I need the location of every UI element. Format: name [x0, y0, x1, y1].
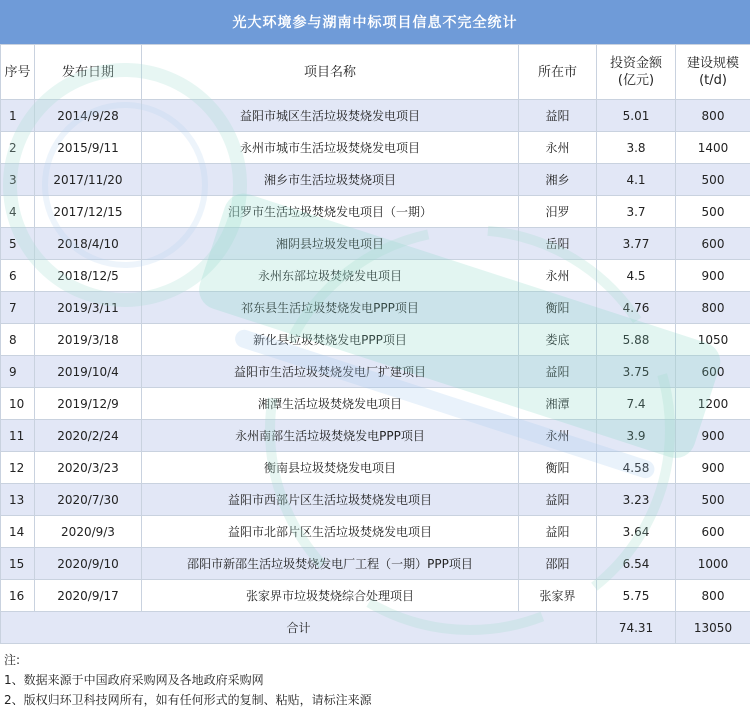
cell-city: 益阳	[519, 516, 597, 548]
cell-invest: 3.64	[597, 516, 676, 548]
cell-name: 新化县垃圾焚烧发电PPP项目	[142, 324, 519, 356]
header-invest-line1: 投资金额	[597, 55, 675, 72]
table-title: 光大环境参与湖南中标项目信息不完全统计	[0, 0, 750, 44]
table-row	[1, 580, 750, 612]
cell-seq: 3	[1, 164, 35, 196]
table-row	[1, 484, 750, 516]
cell-invest: 4.1	[597, 164, 676, 196]
cell-city: 湘乡	[519, 164, 597, 196]
cell-seq: 14	[1, 516, 35, 548]
cell-name: 益阳市北部片区生活垃圾焚烧发电项目	[142, 516, 519, 548]
cell-name: 益阳市城区生活垃圾焚烧发电项目	[142, 100, 519, 132]
cell-date: 2017/12/15	[35, 196, 142, 228]
table-row	[1, 420, 750, 452]
cell-seq: 15	[1, 548, 35, 580]
cell-seq: 4	[1, 196, 35, 228]
cell-invest: 3.77	[597, 228, 676, 260]
cell-date: 2018/12/5	[35, 260, 142, 292]
cell-invest: 4.76	[597, 292, 676, 324]
cell-scale: 500	[676, 484, 750, 516]
cell-name: 湘阴县垃圾发电项目	[142, 228, 519, 260]
cell-invest: 4.5	[597, 260, 676, 292]
cell-seq: 8	[1, 324, 35, 356]
table-row	[1, 292, 750, 324]
cell-name: 永州南部生活垃圾焚烧发电PPP项目	[142, 420, 519, 452]
cell-invest: 3.8	[597, 132, 676, 164]
cell-date: 2019/3/11	[35, 292, 142, 324]
cell-invest: 6.54	[597, 548, 676, 580]
cell-invest: 5.88	[597, 324, 676, 356]
total-scale: 13050	[676, 612, 750, 644]
cell-date: 2019/3/18	[35, 324, 142, 356]
table-row	[1, 324, 750, 356]
cell-scale: 800	[676, 292, 750, 324]
notes-heading: 注:	[4, 650, 750, 670]
header-invest-line2: (亿元)	[597, 72, 675, 89]
cell-scale: 500	[676, 196, 750, 228]
cell-date: 2015/9/11	[35, 132, 142, 164]
cell-seq: 13	[1, 484, 35, 516]
cell-date: 2020/3/23	[35, 452, 142, 484]
cell-seq: 12	[1, 452, 35, 484]
cell-name: 张家界市垃圾焚烧综合处理项目	[142, 580, 519, 612]
cell-seq: 7	[1, 292, 35, 324]
cell-city: 永州	[519, 132, 597, 164]
cell-seq: 10	[1, 388, 35, 420]
cell-date: 2017/11/20	[35, 164, 142, 196]
cell-scale: 1200	[676, 388, 750, 420]
cell-seq: 5	[1, 228, 35, 260]
table-row	[1, 452, 750, 484]
cell-date: 2020/9/10	[35, 548, 142, 580]
cell-date: 2018/4/10	[35, 228, 142, 260]
table-row	[1, 548, 750, 580]
header-scale-line2: (t/d)	[676, 72, 750, 89]
cell-city: 娄底	[519, 324, 597, 356]
cell-scale: 600	[676, 516, 750, 548]
cell-seq: 9	[1, 356, 35, 388]
cell-invest: 3.23	[597, 484, 676, 516]
cell-city: 岳阳	[519, 228, 597, 260]
cell-scale: 1050	[676, 324, 750, 356]
notes-line-1: 1、数据来源于中国政府采购网及各地政府采购网	[4, 670, 750, 690]
cell-city: 益阳	[519, 484, 597, 516]
cell-invest: 3.7	[597, 196, 676, 228]
cell-scale: 900	[676, 260, 750, 292]
header-seq: 序号	[1, 45, 35, 100]
cell-scale: 600	[676, 356, 750, 388]
cell-scale: 1400	[676, 132, 750, 164]
cell-name: 永州东部垃圾焚烧发电项目	[142, 260, 519, 292]
cell-name: 永州市城市生活垃圾焚烧发电项目	[142, 132, 519, 164]
header-name: 项目名称	[142, 45, 519, 100]
cell-scale: 800	[676, 100, 750, 132]
cell-name: 汨罗市生活垃圾焚烧发电项目（一期）	[142, 196, 519, 228]
project-table	[0, 44, 750, 644]
cell-date: 2020/2/24	[35, 420, 142, 452]
cell-invest: 7.4	[597, 388, 676, 420]
table-row	[1, 356, 750, 388]
cell-city: 衡阳	[519, 452, 597, 484]
total-row	[1, 612, 750, 644]
cell-seq: 6	[1, 260, 35, 292]
header-scale	[676, 45, 750, 100]
cell-seq: 1	[1, 100, 35, 132]
header-city: 所在市	[519, 45, 597, 100]
cell-city: 张家界	[519, 580, 597, 612]
cell-scale: 1000	[676, 548, 750, 580]
cell-invest: 5.01	[597, 100, 676, 132]
cell-date: 2020/9/3	[35, 516, 142, 548]
cell-name: 邵阳市新邵生活垃圾焚烧发电厂工程（一期）PPP项目	[142, 548, 519, 580]
table-row	[1, 260, 750, 292]
total-label: 合计	[1, 612, 597, 644]
cell-name: 湘潭生活垃圾焚烧发电项目	[142, 388, 519, 420]
table-row	[1, 388, 750, 420]
table-row	[1, 100, 750, 132]
table-row	[1, 132, 750, 164]
cell-seq: 16	[1, 580, 35, 612]
cell-name: 衡南县垃圾焚烧发电项目	[142, 452, 519, 484]
header-row	[1, 45, 750, 100]
cell-city: 湘潭	[519, 388, 597, 420]
cell-city: 益阳	[519, 356, 597, 388]
cell-name: 祁东县生活垃圾焚烧发电PPP项目	[142, 292, 519, 324]
cell-scale: 900	[676, 420, 750, 452]
cell-city: 益阳	[519, 100, 597, 132]
header-invest	[597, 45, 676, 100]
cell-invest: 3.9	[597, 420, 676, 452]
cell-date: 2019/12/9	[35, 388, 142, 420]
cell-invest: 5.75	[597, 580, 676, 612]
cell-date: 2020/7/30	[35, 484, 142, 516]
total-invest: 74.31	[597, 612, 676, 644]
cell-name: 益阳市生活垃圾焚烧发电厂扩建项目	[142, 356, 519, 388]
cell-date: 2014/9/28	[35, 100, 142, 132]
cell-scale: 600	[676, 228, 750, 260]
cell-scale: 500	[676, 164, 750, 196]
cell-name: 湘乡市生活垃圾焚烧项目	[142, 164, 519, 196]
cell-invest: 4.58	[597, 452, 676, 484]
cell-city: 永州	[519, 260, 597, 292]
cell-city: 汨罗	[519, 196, 597, 228]
cell-city: 衡阳	[519, 292, 597, 324]
cell-scale: 800	[676, 580, 750, 612]
cell-seq: 11	[1, 420, 35, 452]
cell-city: 永州	[519, 420, 597, 452]
cell-date: 2020/9/17	[35, 580, 142, 612]
notes	[0, 644, 750, 710]
header-scale-line1: 建设规模	[676, 55, 750, 72]
cell-seq: 2	[1, 132, 35, 164]
header-date: 发布日期	[35, 45, 142, 100]
table-row	[1, 516, 750, 548]
cell-date: 2019/10/4	[35, 356, 142, 388]
table-row	[1, 164, 750, 196]
cell-name: 益阳市西部片区生活垃圾焚烧发电项目	[142, 484, 519, 516]
table-body	[1, 100, 750, 612]
cell-invest: 3.75	[597, 356, 676, 388]
cell-scale: 900	[676, 452, 750, 484]
cell-city: 邵阳	[519, 548, 597, 580]
table-row	[1, 228, 750, 260]
table-row	[1, 196, 750, 228]
notes-line-2: 2、版权归环卫科技网所有，如有任何形式的复制、粘贴，请标注来源	[4, 690, 750, 710]
